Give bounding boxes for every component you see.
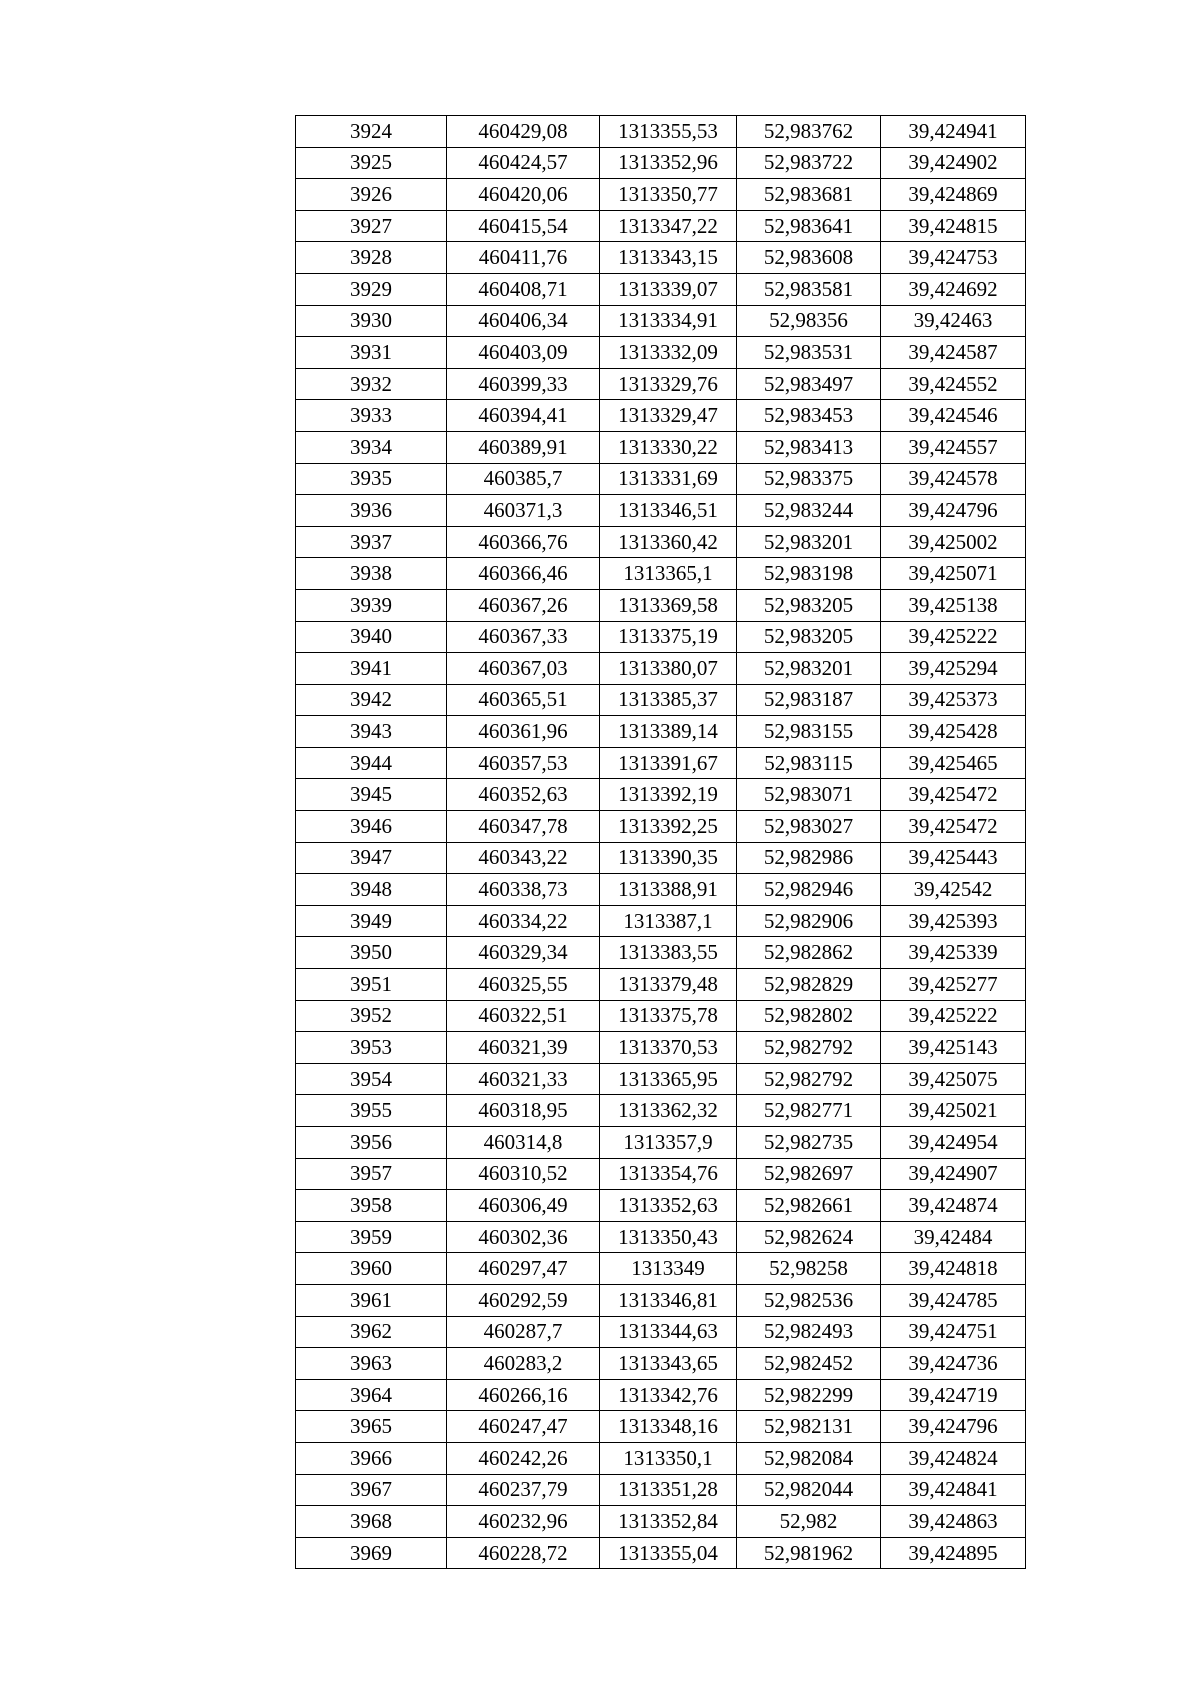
x-coordinate-cell: 460292,59 [447,1284,600,1316]
longitude-cell: 39,424954 [881,1127,1026,1159]
longitude-cell: 39,425339 [881,937,1026,969]
y-coordinate-cell: 1313375,19 [600,621,737,653]
x-coordinate-cell: 460329,34 [447,937,600,969]
longitude-cell: 39,42542 [881,874,1026,906]
y-coordinate-cell: 1313360,42 [600,526,737,558]
latitude-cell: 52,982862 [737,937,881,969]
point-number-cell: 3962 [296,1316,447,1348]
y-coordinate-cell: 1313375,78 [600,1000,737,1032]
table-row [296,589,1026,621]
latitude-cell: 52,982044 [737,1474,881,1506]
latitude-cell: 52,982084 [737,1442,881,1474]
point-number-cell: 3939 [296,589,447,621]
point-number-cell: 3956 [296,1127,447,1159]
longitude-cell: 39,424546 [881,400,1026,432]
x-coordinate-cell: 460347,78 [447,811,600,843]
table-row [296,368,1026,400]
table-row [296,684,1026,716]
latitude-cell: 52,98356 [737,305,881,337]
table-row [296,1316,1026,1348]
point-number-cell: 3935 [296,463,447,495]
latitude-cell: 52,983581 [737,273,881,305]
table-row [296,1474,1026,1506]
table-row [296,779,1026,811]
longitude-cell: 39,425143 [881,1032,1026,1064]
latitude-cell: 52,983244 [737,495,881,527]
y-coordinate-cell: 1313362,32 [600,1095,737,1127]
longitude-cell: 39,424874 [881,1190,1026,1222]
y-coordinate-cell: 1313354,76 [600,1158,737,1190]
point-number-cell: 3954 [296,1063,447,1095]
y-coordinate-cell: 1313365,1 [600,558,737,590]
latitude-cell: 52,983155 [737,716,881,748]
point-number-cell: 3947 [296,842,447,874]
x-coordinate-cell: 460424,57 [447,147,600,179]
latitude-cell: 52,982536 [737,1284,881,1316]
latitude-cell: 52,983762 [737,116,881,148]
point-number-cell: 3930 [296,305,447,337]
latitude-cell: 52,982986 [737,842,881,874]
x-coordinate-cell: 460232,96 [447,1506,600,1538]
x-coordinate-cell: 460366,76 [447,526,600,558]
point-number-cell: 3959 [296,1221,447,1253]
point-number-cell: 3938 [296,558,447,590]
x-coordinate-cell: 460310,52 [447,1158,600,1190]
longitude-cell: 39,424869 [881,179,1026,211]
longitude-cell: 39,424692 [881,273,1026,305]
y-coordinate-cell: 1313350,43 [600,1221,737,1253]
y-coordinate-cell: 1313350,1 [600,1442,737,1474]
x-coordinate-cell: 460228,72 [447,1537,600,1569]
table-row [296,431,1026,463]
latitude-cell: 52,983375 [737,463,881,495]
latitude-cell: 52,982493 [737,1316,881,1348]
x-coordinate-cell: 460406,34 [447,305,600,337]
x-coordinate-cell: 460399,33 [447,368,600,400]
x-coordinate-cell: 460343,22 [447,842,600,874]
longitude-cell: 39,425277 [881,969,1026,1001]
point-number-cell: 3951 [296,969,447,1001]
latitude-cell: 52,983115 [737,747,881,779]
latitude-cell: 52,982299 [737,1379,881,1411]
point-number-cell: 3969 [296,1537,447,1569]
point-number-cell: 3965 [296,1411,447,1443]
point-number-cell: 3943 [296,716,447,748]
table-row [296,1063,1026,1095]
latitude-cell: 52,982661 [737,1190,881,1222]
x-coordinate-cell: 460266,16 [447,1379,600,1411]
latitude-cell: 52,982 [737,1506,881,1538]
y-coordinate-cell: 1313347,22 [600,210,737,242]
y-coordinate-cell: 1313390,35 [600,842,737,874]
x-coordinate-cell: 460411,76 [447,242,600,274]
y-coordinate-cell: 1313343,65 [600,1348,737,1380]
x-coordinate-cell: 460321,33 [447,1063,600,1095]
table-row [296,1221,1026,1253]
latitude-cell: 52,982792 [737,1063,881,1095]
latitude-cell: 52,983201 [737,526,881,558]
y-coordinate-cell: 1313392,19 [600,779,737,811]
x-coordinate-cell: 460371,3 [447,495,600,527]
latitude-cell: 52,982735 [737,1127,881,1159]
y-coordinate-cell: 1313349 [600,1253,737,1285]
x-coordinate-cell: 460338,73 [447,874,600,906]
table-row [296,747,1026,779]
longitude-cell: 39,424815 [881,210,1026,242]
y-coordinate-cell: 1313391,67 [600,747,737,779]
y-coordinate-cell: 1313330,22 [600,431,737,463]
point-number-cell: 3941 [296,653,447,685]
y-coordinate-cell: 1313352,84 [600,1506,737,1538]
latitude-cell: 52,983205 [737,589,881,621]
table-row [296,495,1026,527]
x-coordinate-cell: 460314,8 [447,1127,600,1159]
point-number-cell: 3937 [296,526,447,558]
table-row [296,337,1026,369]
longitude-cell: 39,424736 [881,1348,1026,1380]
longitude-cell: 39,425222 [881,621,1026,653]
table-row [296,210,1026,242]
longitude-cell: 39,425138 [881,589,1026,621]
table-row [296,1537,1026,1569]
latitude-cell: 52,983027 [737,811,881,843]
x-coordinate-cell: 460306,49 [447,1190,600,1222]
x-coordinate-cell: 460283,2 [447,1348,600,1380]
longitude-cell: 39,424895 [881,1537,1026,1569]
point-number-cell: 3927 [296,210,447,242]
x-coordinate-cell: 460357,53 [447,747,600,779]
longitude-cell: 39,425002 [881,526,1026,558]
y-coordinate-cell: 1313346,81 [600,1284,737,1316]
longitude-cell: 39,424841 [881,1474,1026,1506]
latitude-cell: 52,982802 [737,1000,881,1032]
point-number-cell: 3961 [296,1284,447,1316]
longitude-cell: 39,424818 [881,1253,1026,1285]
longitude-cell: 39,424552 [881,368,1026,400]
table-row [296,1253,1026,1285]
longitude-cell: 39,425021 [881,1095,1026,1127]
y-coordinate-cell: 1313331,69 [600,463,737,495]
longitude-cell: 39,42484 [881,1221,1026,1253]
point-number-cell: 3952 [296,1000,447,1032]
table-row [296,621,1026,653]
x-coordinate-cell: 460408,71 [447,273,600,305]
table-row [296,1442,1026,1474]
point-number-cell: 3936 [296,495,447,527]
y-coordinate-cell: 1313387,1 [600,905,737,937]
x-coordinate-cell: 460394,41 [447,400,600,432]
point-number-cell: 3966 [296,1442,447,1474]
x-coordinate-cell: 460361,96 [447,716,600,748]
table-row [296,811,1026,843]
x-coordinate-cell: 460429,08 [447,116,600,148]
table-row [296,526,1026,558]
longitude-cell: 39,425071 [881,558,1026,590]
latitude-cell: 52,983531 [737,337,881,369]
latitude-cell: 52,983497 [737,368,881,400]
y-coordinate-cell: 1313344,63 [600,1316,737,1348]
point-number-cell: 3953 [296,1032,447,1064]
x-coordinate-cell: 460297,47 [447,1253,600,1285]
longitude-cell: 39,424824 [881,1442,1026,1474]
longitude-cell: 39,424587 [881,337,1026,369]
longitude-cell: 39,425428 [881,716,1026,748]
x-coordinate-cell: 460322,51 [447,1000,600,1032]
longitude-cell: 39,424719 [881,1379,1026,1411]
point-number-cell: 3940 [296,621,447,653]
coordinates-table [295,115,1026,1569]
point-number-cell: 3957 [296,1158,447,1190]
y-coordinate-cell: 1313383,55 [600,937,737,969]
longitude-cell: 39,425443 [881,842,1026,874]
point-number-cell: 3968 [296,1506,447,1538]
table-row [296,400,1026,432]
y-coordinate-cell: 1313355,53 [600,116,737,148]
table-row [296,937,1026,969]
point-number-cell: 3967 [296,1474,447,1506]
table-row [296,1158,1026,1190]
table-row [296,969,1026,1001]
longitude-cell: 39,425472 [881,779,1026,811]
x-coordinate-cell: 460321,39 [447,1032,600,1064]
x-coordinate-cell: 460318,95 [447,1095,600,1127]
table-row [296,1190,1026,1222]
latitude-cell: 52,982697 [737,1158,881,1190]
point-number-cell: 3944 [296,747,447,779]
table-row [296,1127,1026,1159]
x-coordinate-cell: 460415,54 [447,210,600,242]
y-coordinate-cell: 1313346,51 [600,495,737,527]
latitude-cell: 52,983413 [737,431,881,463]
point-number-cell: 3926 [296,179,447,211]
y-coordinate-cell: 1313329,76 [600,368,737,400]
longitude-cell: 39,425472 [881,811,1026,843]
latitude-cell: 52,983453 [737,400,881,432]
longitude-cell: 39,424902 [881,147,1026,179]
point-number-cell: 3963 [296,1348,447,1380]
point-number-cell: 3925 [296,147,447,179]
x-coordinate-cell: 460389,91 [447,431,600,463]
longitude-cell: 39,424941 [881,116,1026,148]
point-number-cell: 3942 [296,684,447,716]
table-row [296,905,1026,937]
y-coordinate-cell: 1313380,07 [600,653,737,685]
longitude-cell: 39,425465 [881,747,1026,779]
table-row [296,1348,1026,1380]
point-number-cell: 3946 [296,811,447,843]
latitude-cell: 52,982452 [737,1348,881,1380]
x-coordinate-cell: 460367,33 [447,621,600,653]
longitude-cell: 39,424753 [881,242,1026,274]
x-coordinate-cell: 460247,47 [447,1411,600,1443]
point-number-cell: 3955 [296,1095,447,1127]
y-coordinate-cell: 1313385,37 [600,684,737,716]
x-coordinate-cell: 460237,79 [447,1474,600,1506]
longitude-cell: 39,425222 [881,1000,1026,1032]
longitude-cell: 39,424907 [881,1158,1026,1190]
y-coordinate-cell: 1313332,09 [600,337,737,369]
x-coordinate-cell: 460403,09 [447,337,600,369]
table-row [296,1506,1026,1538]
point-number-cell: 3932 [296,368,447,400]
table-row [296,874,1026,906]
y-coordinate-cell: 1313365,95 [600,1063,737,1095]
y-coordinate-cell: 1313342,76 [600,1379,737,1411]
x-coordinate-cell: 460365,51 [447,684,600,716]
latitude-cell: 52,983187 [737,684,881,716]
latitude-cell: 52,982131 [737,1411,881,1443]
y-coordinate-cell: 1313357,9 [600,1127,737,1159]
y-coordinate-cell: 1313334,91 [600,305,737,337]
table-row [296,273,1026,305]
latitude-cell: 52,982771 [737,1095,881,1127]
latitude-cell: 52,982906 [737,905,881,937]
table-row [296,116,1026,148]
table-row [296,653,1026,685]
y-coordinate-cell: 1313379,48 [600,969,737,1001]
longitude-cell: 39,425373 [881,684,1026,716]
latitude-cell: 52,983641 [737,210,881,242]
point-number-cell: 3949 [296,905,447,937]
longitude-cell: 39,42463 [881,305,1026,337]
latitude-cell: 52,983681 [737,179,881,211]
x-coordinate-cell: 460367,26 [447,589,600,621]
point-number-cell: 3964 [296,1379,447,1411]
x-coordinate-cell: 460352,63 [447,779,600,811]
point-number-cell: 3934 [296,431,447,463]
y-coordinate-cell: 1313392,25 [600,811,737,843]
y-coordinate-cell: 1313369,58 [600,589,737,621]
longitude-cell: 39,424796 [881,1411,1026,1443]
longitude-cell: 39,424863 [881,1506,1026,1538]
x-coordinate-cell: 460420,06 [447,179,600,211]
point-number-cell: 3933 [296,400,447,432]
table-row [296,147,1026,179]
latitude-cell: 52,981962 [737,1537,881,1569]
table-row [296,716,1026,748]
longitude-cell: 39,424751 [881,1316,1026,1348]
table-row [296,842,1026,874]
x-coordinate-cell: 460334,22 [447,905,600,937]
table-row [296,1284,1026,1316]
latitude-cell: 52,983608 [737,242,881,274]
y-coordinate-cell: 1313350,77 [600,179,737,211]
x-coordinate-cell: 460366,46 [447,558,600,590]
longitude-cell: 39,425075 [881,1063,1026,1095]
y-coordinate-cell: 1313370,53 [600,1032,737,1064]
y-coordinate-cell: 1313348,16 [600,1411,737,1443]
x-coordinate-cell: 460385,7 [447,463,600,495]
point-number-cell: 3948 [296,874,447,906]
longitude-cell: 39,425294 [881,653,1026,685]
x-coordinate-cell: 460302,36 [447,1221,600,1253]
point-number-cell: 3929 [296,273,447,305]
latitude-cell: 52,983198 [737,558,881,590]
coordinates-table-body [296,116,1026,1569]
latitude-cell: 52,982946 [737,874,881,906]
longitude-cell: 39,424796 [881,495,1026,527]
y-coordinate-cell: 1313329,47 [600,400,737,432]
point-number-cell: 3924 [296,116,447,148]
x-coordinate-cell: 460242,26 [447,1442,600,1474]
x-coordinate-cell: 460287,7 [447,1316,600,1348]
longitude-cell: 39,424785 [881,1284,1026,1316]
table-row [296,1095,1026,1127]
table-row [296,1411,1026,1443]
table-row [296,242,1026,274]
table-row [296,1379,1026,1411]
longitude-cell: 39,424578 [881,463,1026,495]
latitude-cell: 52,982829 [737,969,881,1001]
point-number-cell: 3945 [296,779,447,811]
table-row [296,463,1026,495]
y-coordinate-cell: 1313352,96 [600,147,737,179]
table-row [296,558,1026,590]
table-row [296,1032,1026,1064]
latitude-cell: 52,982792 [737,1032,881,1064]
table-row [296,305,1026,337]
table-row [296,179,1026,211]
y-coordinate-cell: 1313389,14 [600,716,737,748]
y-coordinate-cell: 1313388,91 [600,874,737,906]
latitude-cell: 52,982624 [737,1221,881,1253]
x-coordinate-cell: 460325,55 [447,969,600,1001]
point-number-cell: 3960 [296,1253,447,1285]
y-coordinate-cell: 1313352,63 [600,1190,737,1222]
point-number-cell: 3958 [296,1190,447,1222]
point-number-cell: 3931 [296,337,447,369]
latitude-cell: 52,983205 [737,621,881,653]
latitude-cell: 52,983722 [737,147,881,179]
y-coordinate-cell: 1313351,28 [600,1474,737,1506]
latitude-cell: 52,983201 [737,653,881,685]
y-coordinate-cell: 1313343,15 [600,242,737,274]
y-coordinate-cell: 1313355,04 [600,1537,737,1569]
longitude-cell: 39,425393 [881,905,1026,937]
point-number-cell: 3928 [296,242,447,274]
point-number-cell: 3950 [296,937,447,969]
y-coordinate-cell: 1313339,07 [600,273,737,305]
longitude-cell: 39,424557 [881,431,1026,463]
x-coordinate-cell: 460367,03 [447,653,600,685]
table-row [296,1000,1026,1032]
latitude-cell: 52,98258 [737,1253,881,1285]
latitude-cell: 52,983071 [737,779,881,811]
